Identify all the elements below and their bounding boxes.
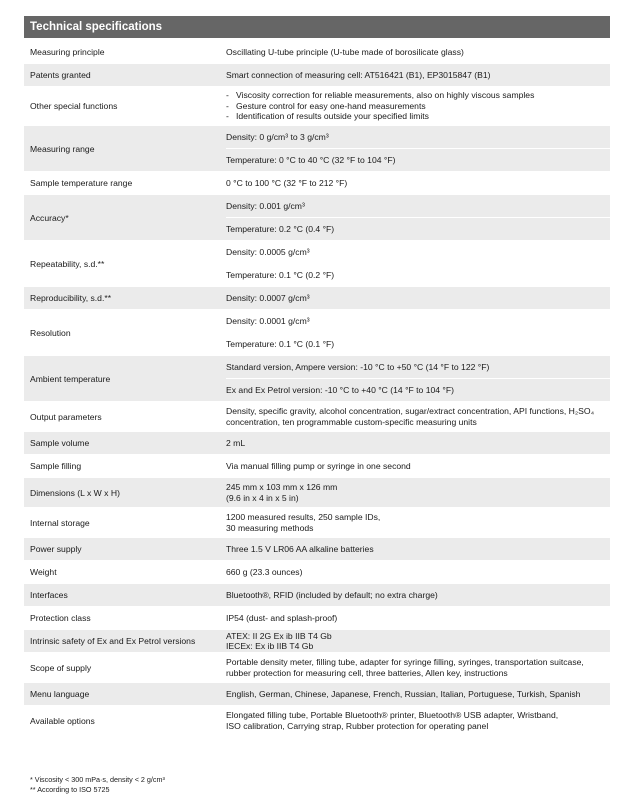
spec-row (24, 584, 610, 607)
spec-line: 660 g (23.3 ounces) (226, 566, 303, 577)
bullet-item (226, 101, 610, 112)
spec-row (24, 126, 610, 172)
spec-label: Measuring range (24, 126, 220, 172)
spec-label: Repeatability, s.d.** (24, 241, 220, 287)
spec-label: Weight (24, 561, 220, 584)
spec-subvalue: Temperature: 0 °C to 40 °C (32 °F to 104 °F) (226, 148, 610, 171)
spec-line: 0 °C to 100 °C (32 °F to 212 °F) (226, 177, 348, 188)
spec-value (220, 630, 610, 653)
spec-line: rubber protection for measuring cell, three batteries, Allen key, instructions (226, 667, 508, 678)
spec-value (220, 478, 610, 508)
spec-row (24, 683, 610, 706)
spec-value (220, 87, 610, 126)
spec-row (24, 432, 610, 455)
spec-subvalue: Temperature: 0.2 °C (0.4 °F) (226, 217, 610, 240)
bullet-item (226, 90, 610, 101)
spec-value (220, 683, 610, 706)
spec-row (24, 64, 610, 87)
spec-value (220, 538, 610, 561)
spec-value (220, 172, 610, 195)
spec-row (24, 195, 610, 241)
spec-value (220, 310, 610, 356)
spec-label: Sample temperature range (24, 172, 220, 195)
spec-row (24, 172, 610, 195)
spec-value (220, 41, 610, 64)
spec-line: 1200 measured results, 250 sample IDs, (226, 512, 381, 522)
spec-value (220, 455, 610, 478)
spec-subvalue: Density: 0 g/cm³ to 3 g/cm³ (226, 132, 329, 142)
spec-row (24, 508, 610, 538)
spec-row (24, 310, 610, 356)
spec-row (24, 356, 610, 402)
spec-line: Oscillating U-tube principle (U-tube made of borosilicate glass) (226, 46, 464, 57)
spec-subvalue: Density: 0.0005 g/cm³ (226, 247, 310, 257)
spec-label: Available options (24, 706, 220, 736)
spec-line: Density, specific gravity, alcohol concentration, sugar/extract concentration, API functions, H₂SO₄ (226, 406, 595, 416)
spec-label: Sample filling (24, 455, 220, 478)
spec-label: Reproducibility, s.d.** (24, 287, 220, 310)
spec-line: 245 mm x 103 mm x 126 mm (226, 482, 338, 492)
spec-row (24, 287, 610, 310)
spec-label: Scope of supply (24, 653, 220, 683)
spec-subvalue: Temperature: 0.1 °C (0.1 °F) (226, 332, 610, 355)
spec-value (220, 241, 610, 287)
spec-label: Intrinsic safety of Ex and Ex Petrol versions (24, 630, 220, 653)
bullet-text: Gesture control for easy one-hand measurements (236, 100, 426, 111)
footnote-iso: ** According to ISO 5725 (30, 785, 110, 794)
spec-label: Output parameters (24, 402, 220, 432)
spec-line: Three 1.5 V LR06 AA alkaline batteries (226, 543, 374, 554)
spec-line: 2 mL (226, 437, 246, 448)
spec-line: 30 measuring methods (226, 522, 314, 533)
spec-row (24, 561, 610, 584)
spec-label: Patents granted (24, 64, 220, 87)
spec-label: Internal storage (24, 508, 220, 538)
spec-row (24, 241, 610, 287)
spec-row (24, 455, 610, 478)
spec-value (220, 402, 610, 432)
bullet-item (226, 111, 610, 122)
spec-row (24, 607, 610, 630)
spec-label: Accuracy* (24, 195, 220, 241)
spec-value (220, 561, 610, 584)
spec-label: Protection class (24, 607, 220, 630)
spec-row (24, 87, 610, 126)
spec-row (24, 653, 610, 683)
spec-value (220, 356, 610, 402)
spec-subvalue: Ex and Ex Petrol version: -10 °C to +40 °C (14 °F to 104 °F) (226, 378, 610, 401)
spec-label: Resolution (24, 310, 220, 356)
spec-label: Ambient temperature (24, 356, 220, 402)
spec-value (220, 64, 610, 87)
spec-value (220, 706, 610, 736)
spec-label: Measuring principle (24, 41, 220, 64)
spec-value (220, 653, 610, 683)
bullet-text: Viscosity correction for reliable measurements, also on highly viscous samples (236, 90, 535, 101)
spec-row (24, 538, 610, 561)
spec-line: IECEx: Ex ib IIB T4 Gb (226, 641, 314, 651)
spec-subvalue: Density: 0.0001 g/cm³ (226, 316, 310, 326)
spec-value (220, 287, 610, 310)
spec-label: Power supply (24, 538, 220, 561)
spec-row (24, 402, 610, 432)
spec-row (24, 630, 610, 653)
spec-value (220, 195, 610, 241)
spec-line: Via manual filling pump or syringe in one second (226, 460, 411, 471)
spec-row (24, 41, 610, 64)
spec-label: Other special functions (24, 87, 220, 126)
spec-subvalue: Density: 0.001 g/cm³ (226, 201, 305, 211)
spec-label: Menu language (24, 683, 220, 706)
spec-line: Bluetooth®, RFID (included by default; no extra charge) (226, 589, 438, 600)
spec-line: IP54 (dust- and splash-proof) (226, 612, 338, 623)
footnotes (30, 775, 165, 795)
spec-subvalue: Temperature: 0.1 °C (0.2 °F) (226, 263, 610, 286)
spec-line: Density: 0.0007 g/cm³ (226, 292, 310, 303)
footnote-viscosity: * Viscosity < 300 mPa·s, density < 2 g/cm³ (30, 775, 165, 784)
spec-subvalue: Standard version, Ampere version: -10 °C to +50 °C (14 °F to 122 °F) (226, 362, 490, 372)
spec-value (220, 508, 610, 538)
bullet-text: Identification of results outside your specified limits (236, 111, 429, 122)
spec-value (220, 607, 610, 630)
spec-value (220, 432, 610, 455)
spec-value (220, 584, 610, 607)
spec-line: ATEX: II 2G Ex ib IIB T4 Gb (226, 630, 332, 641)
spec-row (24, 706, 610, 736)
spec-label: Sample volume (24, 432, 220, 455)
spec-line: (9.6 in x 4 in x 5 in) (226, 492, 299, 503)
spec-line: concentration, ten programmable custom-specific measuring units (226, 416, 477, 427)
spec-label: Interfaces (24, 584, 220, 607)
spec-line: ISO calibration, Carrying strap, Rubber protection for operating panel (226, 720, 489, 731)
spec-line: English, German, Chinese, Japanese, French, Russian, Italian, Portuguese, Turkish, Spanish (226, 688, 581, 699)
spec-value (220, 126, 610, 172)
spec-line: Elongated filling tube, Portable Bluetooth® printer, Bluetooth® USB adapter, Wristband, (226, 710, 559, 721)
spec-table (24, 40, 610, 736)
spec-label: Dimensions (L x W x H) (24, 478, 220, 508)
section-title: Technical specifications (24, 16, 610, 38)
spec-line: Portable density meter, filling tube, adapter for syringe filling, syringes, transportation suitcase, (226, 657, 584, 667)
spec-row (24, 478, 610, 508)
spec-line: Smart connection of measuring cell: AT516421 (B1), EP3015847 (B1) (226, 69, 491, 80)
